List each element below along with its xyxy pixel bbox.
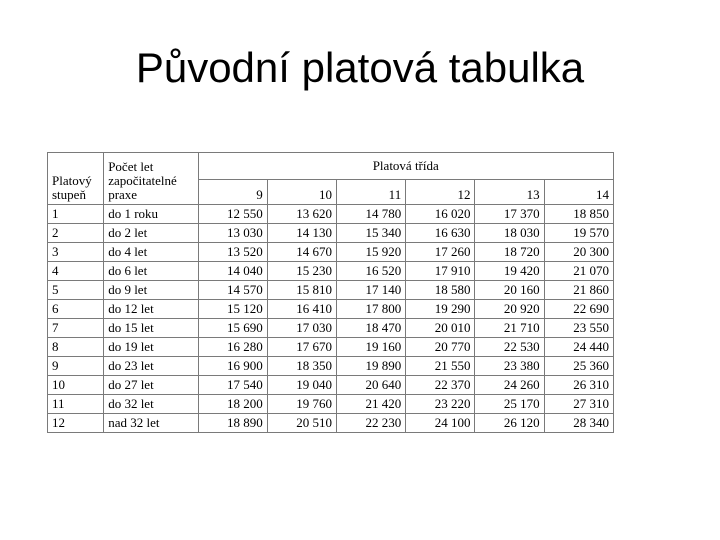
table-row	[48, 224, 614, 243]
cell-praxe: do 9 let	[104, 281, 198, 300]
cell-salary: 23 380	[475, 357, 544, 376]
cell-salary: 14 040	[198, 262, 267, 281]
header-class-number: 12	[406, 180, 475, 205]
table-row	[48, 338, 614, 357]
cell-salary: 18 580	[406, 281, 475, 300]
cell-salary: 13 030	[198, 224, 267, 243]
cell-salary: 18 850	[544, 205, 613, 224]
cell-salary: 21 860	[544, 281, 613, 300]
cell-salary: 25 360	[544, 357, 613, 376]
cell-salary: 17 800	[336, 300, 405, 319]
cell-salary: 19 570	[544, 224, 613, 243]
cell-step: 10	[48, 376, 104, 395]
cell-salary: 15 230	[267, 262, 336, 281]
cell-salary: 19 760	[267, 395, 336, 414]
cell-salary: 24 100	[406, 414, 475, 433]
cell-salary: 18 890	[198, 414, 267, 433]
cell-salary: 14 570	[198, 281, 267, 300]
cell-salary: 15 120	[198, 300, 267, 319]
cell-salary: 19 160	[336, 338, 405, 357]
cell-salary: 18 030	[475, 224, 544, 243]
cell-praxe: do 1 roku	[104, 205, 198, 224]
cell-salary: 23 550	[544, 319, 613, 338]
cell-salary: 14 670	[267, 243, 336, 262]
cell-praxe: do 23 let	[104, 357, 198, 376]
cell-salary: 19 420	[475, 262, 544, 281]
cell-praxe: do 4 let	[104, 243, 198, 262]
cell-salary: 15 340	[336, 224, 405, 243]
cell-salary: 27 310	[544, 395, 613, 414]
cell-salary: 22 690	[544, 300, 613, 319]
cell-salary: 28 340	[544, 414, 613, 433]
table-row	[48, 300, 614, 319]
cell-praxe: do 2 let	[104, 224, 198, 243]
table-row	[48, 376, 614, 395]
cell-salary: 13 620	[267, 205, 336, 224]
cell-salary: 22 530	[475, 338, 544, 357]
table-row	[48, 205, 614, 224]
header-step-line: stupeň	[52, 187, 86, 202]
cell-salary: 16 630	[406, 224, 475, 243]
header-class-number: 9	[198, 180, 267, 205]
cell-salary: 19 890	[336, 357, 405, 376]
cell-salary: 24 440	[544, 338, 613, 357]
header-class-number: 10	[267, 180, 336, 205]
cell-salary: 22 370	[406, 376, 475, 395]
cell-salary: 18 350	[267, 357, 336, 376]
cell-salary: 24 260	[475, 376, 544, 395]
cell-praxe: do 12 let	[104, 300, 198, 319]
cell-salary: 17 030	[267, 319, 336, 338]
cell-salary: 17 140	[336, 281, 405, 300]
salary-table	[47, 152, 614, 433]
cell-salary: 26 310	[544, 376, 613, 395]
header-class-number: 13	[475, 180, 544, 205]
cell-salary: 14 780	[336, 205, 405, 224]
cell-salary: 14 130	[267, 224, 336, 243]
cell-praxe: nad 32 let	[104, 414, 198, 433]
cell-praxe: do 6 let	[104, 262, 198, 281]
cell-step: 2	[48, 224, 104, 243]
cell-salary: 18 200	[198, 395, 267, 414]
header-praxe-line: praxe	[108, 187, 138, 202]
cell-salary: 18 720	[475, 243, 544, 262]
cell-salary: 17 540	[198, 376, 267, 395]
table-row	[48, 357, 614, 376]
cell-salary: 21 710	[475, 319, 544, 338]
cell-praxe: do 15 let	[104, 319, 198, 338]
cell-salary: 15 810	[267, 281, 336, 300]
cell-step: 11	[48, 395, 104, 414]
cell-salary: 20 300	[544, 243, 613, 262]
cell-salary: 12 550	[198, 205, 267, 224]
table-row	[48, 262, 614, 281]
cell-praxe: do 27 let	[104, 376, 198, 395]
cell-step: 3	[48, 243, 104, 262]
cell-step: 6	[48, 300, 104, 319]
page-title: Původní platová tabulka	[135, 44, 585, 91]
cell-salary: 20 640	[336, 376, 405, 395]
cell-salary: 20 770	[406, 338, 475, 357]
cell-salary: 16 280	[198, 338, 267, 357]
cell-step: 9	[48, 357, 104, 376]
cell-salary: 20 920	[475, 300, 544, 319]
cell-salary: 21 550	[406, 357, 475, 376]
cell-salary: 16 410	[267, 300, 336, 319]
cell-step: 5	[48, 281, 104, 300]
header-step-line: Platový	[52, 173, 92, 188]
cell-step: 1	[48, 205, 104, 224]
cell-salary: 22 230	[336, 414, 405, 433]
cell-salary: 13 520	[198, 243, 267, 262]
cell-salary: 26 120	[475, 414, 544, 433]
header-class-title: Platová třída	[198, 153, 614, 180]
cell-salary: 16 520	[336, 262, 405, 281]
table-body	[48, 205, 614, 433]
table-row	[48, 414, 614, 433]
cell-salary: 17 260	[406, 243, 475, 262]
cell-salary: 25 170	[475, 395, 544, 414]
cell-salary: 19 290	[406, 300, 475, 319]
cell-praxe: do 32 let	[104, 395, 198, 414]
cell-salary: 17 370	[475, 205, 544, 224]
header-praxe-line: Počet let	[108, 159, 154, 174]
cell-salary: 16 020	[406, 205, 475, 224]
cell-salary: 21 070	[544, 262, 613, 281]
header-praxe	[104, 153, 198, 205]
cell-step: 12	[48, 414, 104, 433]
cell-salary: 19 040	[267, 376, 336, 395]
cell-step: 7	[48, 319, 104, 338]
header-class-number: 11	[336, 180, 405, 205]
cell-salary: 20 510	[267, 414, 336, 433]
cell-salary: 17 910	[406, 262, 475, 281]
table-header-row	[48, 153, 614, 180]
cell-salary: 23 220	[406, 395, 475, 414]
cell-salary: 17 670	[267, 338, 336, 357]
table-row	[48, 395, 614, 414]
header-step	[48, 153, 104, 205]
cell-salary: 18 470	[336, 319, 405, 338]
cell-salary: 20 010	[406, 319, 475, 338]
cell-step: 8	[48, 338, 104, 357]
cell-salary: 15 690	[198, 319, 267, 338]
table-row	[48, 281, 614, 300]
cell-salary: 15 920	[336, 243, 405, 262]
cell-salary: 20 160	[475, 281, 544, 300]
cell-praxe: do 19 let	[104, 338, 198, 357]
cell-step: 4	[48, 262, 104, 281]
cell-salary: 21 420	[336, 395, 405, 414]
header-class-number: 14	[544, 180, 613, 205]
table-row	[48, 243, 614, 262]
cell-salary: 16 900	[198, 357, 267, 376]
table-row	[48, 319, 614, 338]
header-praxe-line: započitatelné	[108, 173, 177, 188]
